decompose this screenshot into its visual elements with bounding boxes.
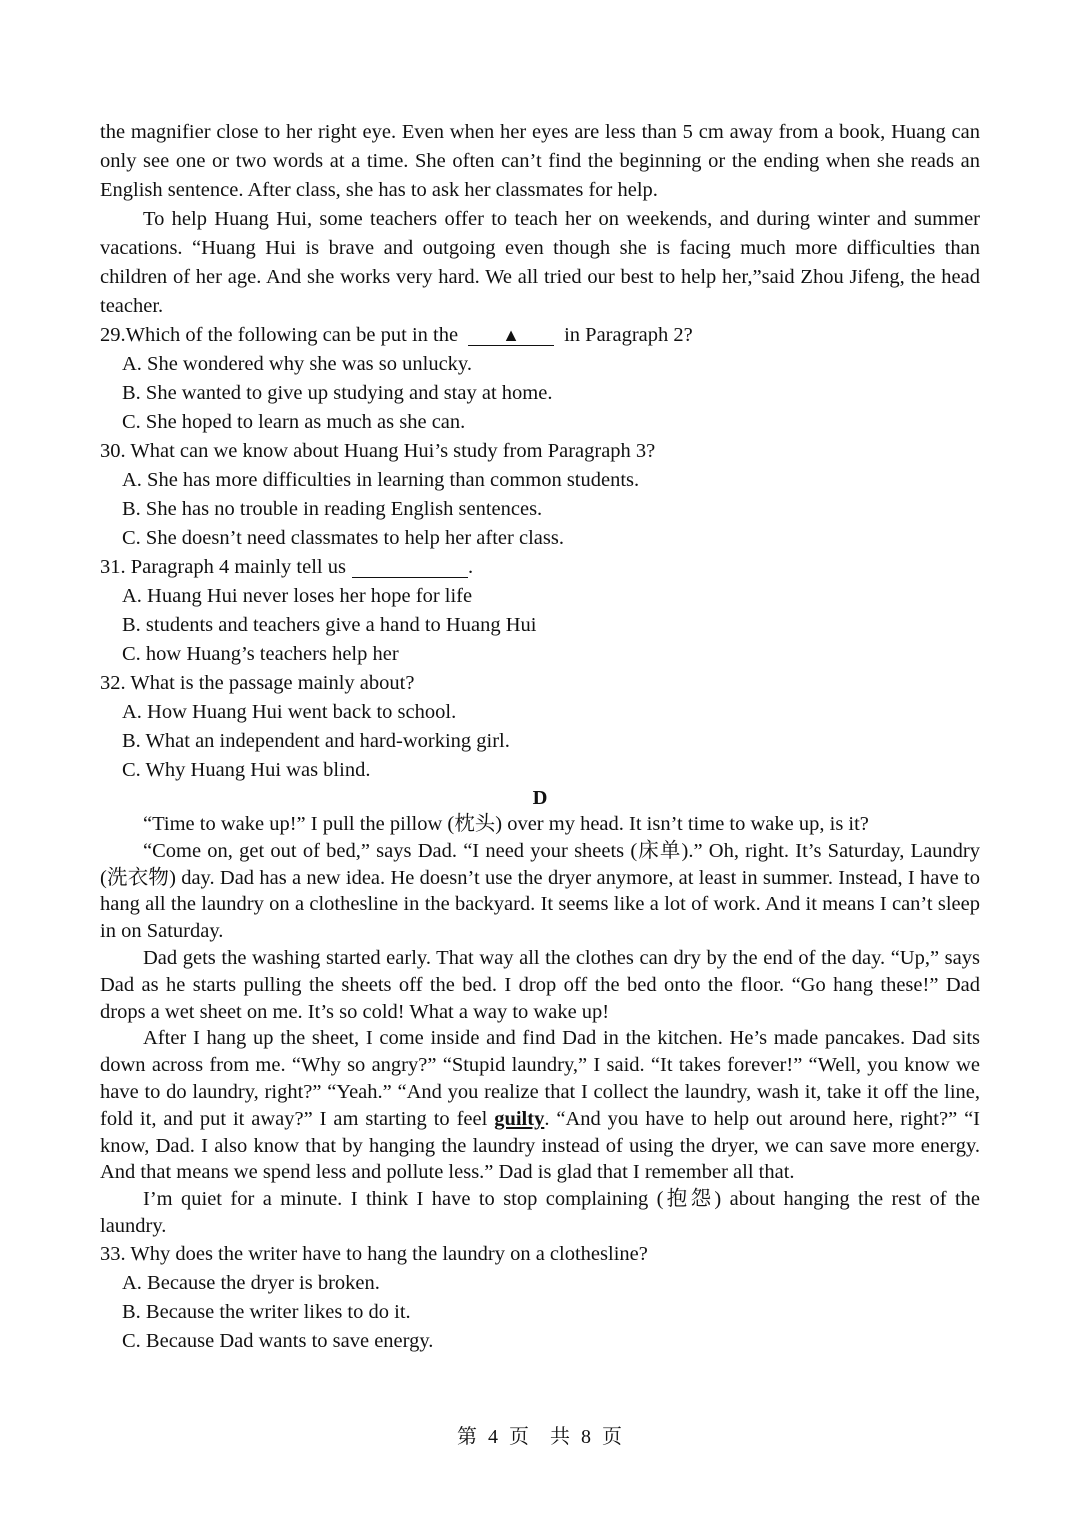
answer-blank [352, 557, 468, 578]
footer-word-gong: 共 [550, 1426, 571, 1448]
question-33 [100, 1240, 980, 1356]
option-29-a: A. She wondered why she was so unlucky. [122, 353, 472, 375]
passage-c-paragraph-4: To help Huang Hui, some teachers offer to teach her on weekends, and during winter and summer vacations. “Huang Hui is brave and outgoing even though she is facing much more difficulties than children of her age. And she works very hard. We all tried our best to help her,”said Zhou Jifeng, the head teacher. [100, 208, 980, 317]
paragraph-4-text-end: . “And you have to help out around here, right?” “I know, Dad. I also know that by hanging the laundry instead of using the dryer, we can save more energy. And that means we spend less and pollute less.” Dad is glad that I remember all that. [100, 1107, 980, 1184]
question-31-stem-end: . [467, 556, 474, 578]
page-footer [0, 1420, 1080, 1449]
footer-word-ye: 页 [509, 1426, 530, 1448]
option-31-b: B. students and teachers give a hand to Huang Hui [122, 614, 537, 636]
passage-d-paragraph-5: I’m quiet for a minute. I think I have to stop complaining (抱怨) about hanging the rest of the laundry. [100, 1188, 980, 1237]
footer-word-di: 第 [457, 1426, 478, 1448]
triangle-icon: ▲ [502, 325, 520, 345]
option-31-a: A. Huang Hui never loses her hope for life [122, 585, 473, 607]
question-30 [100, 437, 980, 553]
section-d-title: D [532, 787, 548, 809]
option-32-a: A. How Huang Hui went back to school. [122, 701, 457, 723]
question-30-stem: 30. What can we know about Huang Hui’s study from Paragraph 3? [100, 440, 656, 462]
option-31-c: C. how Huang’s teachers help her [122, 643, 399, 665]
option-30-a: A. She has more difficulties in learning than common students. [122, 469, 640, 491]
question-29-stem-end: in Paragraph 2? [564, 324, 693, 346]
option-29-c: C. She hoped to learn as much as she can. [122, 411, 466, 433]
passage-d-paragraph-4 [100, 1025, 980, 1186]
option-32-b: B. What an independent and hard-working girl. [122, 730, 510, 752]
total-page-count: 8 [581, 1426, 592, 1448]
passage-d-paragraph-1: “Time to wake up!” I pull the pillow (枕头) over my head. It isn’t time to wake up, is it? [143, 813, 869, 835]
answer-blank [468, 325, 554, 346]
option-30-b: B. She has no trouble in reading English sentences. [122, 498, 543, 520]
question-33-stem: 33. Why does the writer have to hang the laundry on a clothesline? [100, 1242, 648, 1265]
question-32 [100, 669, 980, 785]
question-31 [100, 553, 980, 669]
option-33-c: C. Because Dad wants to save energy. [122, 1329, 434, 1352]
option-30-c: C. She doesn’t need classmates to help her after class. [122, 527, 564, 549]
question-29 [100, 321, 980, 437]
passage-d-paragraph-3: Dad gets the washing started early. That way all the clothes can dry by the end of the day. “Up,” says Dad as he starts pulling the sheets off the bed. I drop off the bed onto the floor. “Go hang these!” Dad drops a wet sheet on me. It’s so cold! What a way to wake up! [100, 946, 980, 1023]
option-32-c: C. Why Huang Hui was blind. [122, 759, 371, 781]
paragraph-4-text-start: After I hang up the sheet, I come inside and find Dad in the kitchen. He’s made pancakes. Dad sits down across from me. “Why so angry?” “Stupid laundry,” I said. “It takes forever!” “Well, you know we have to do laundry, right?” “Yeah.” “And you realize that I collect the laundry, wash it, take it off the line, fold it, and put it away?” I am starting to feel [100, 1027, 980, 1130]
question-32-stem: 32. What is the passage mainly about? [100, 672, 415, 694]
option-29-b: B. She wanted to give up studying and stay at home. [122, 382, 553, 404]
current-page-number: 4 [488, 1426, 499, 1448]
question-31-stem: 31. Paragraph 4 mainly tell us [100, 556, 346, 578]
option-33-a: A. Because the dryer is broken. [122, 1271, 380, 1294]
keyword-guilty: guilty [494, 1107, 545, 1130]
exam-page [100, 118, 980, 1356]
question-29-stem: 29.Which of the following can be put in the [100, 324, 459, 346]
footer-word-ye-2: 页 [602, 1426, 623, 1448]
passage-c-paragraph-3-end: the magnifier close to her right eye. Even when her eyes are less than 5 cm away from a book, Huang can only see one or two words at a time. She often can’t find the beginning or the ending when she reads an English sentence. After class, she has to ask her classmates for help. [100, 121, 980, 201]
option-33-b: B. Because the writer likes to do it. [122, 1300, 411, 1323]
passage-d-paragraph-2: “Come on, get out of bed,” says Dad. “I need your sheets (床单).” Oh, right. It’s Saturday, Laundry (洗衣物) day. Dad has a new idea. He doesn’t use the dryer anymore, at least in summer. Instead, I have to hang all the laundry on a clothesline in the backyard. It seems like a lot of work. And it means I can’t sleep in on Saturday. [100, 839, 980, 943]
